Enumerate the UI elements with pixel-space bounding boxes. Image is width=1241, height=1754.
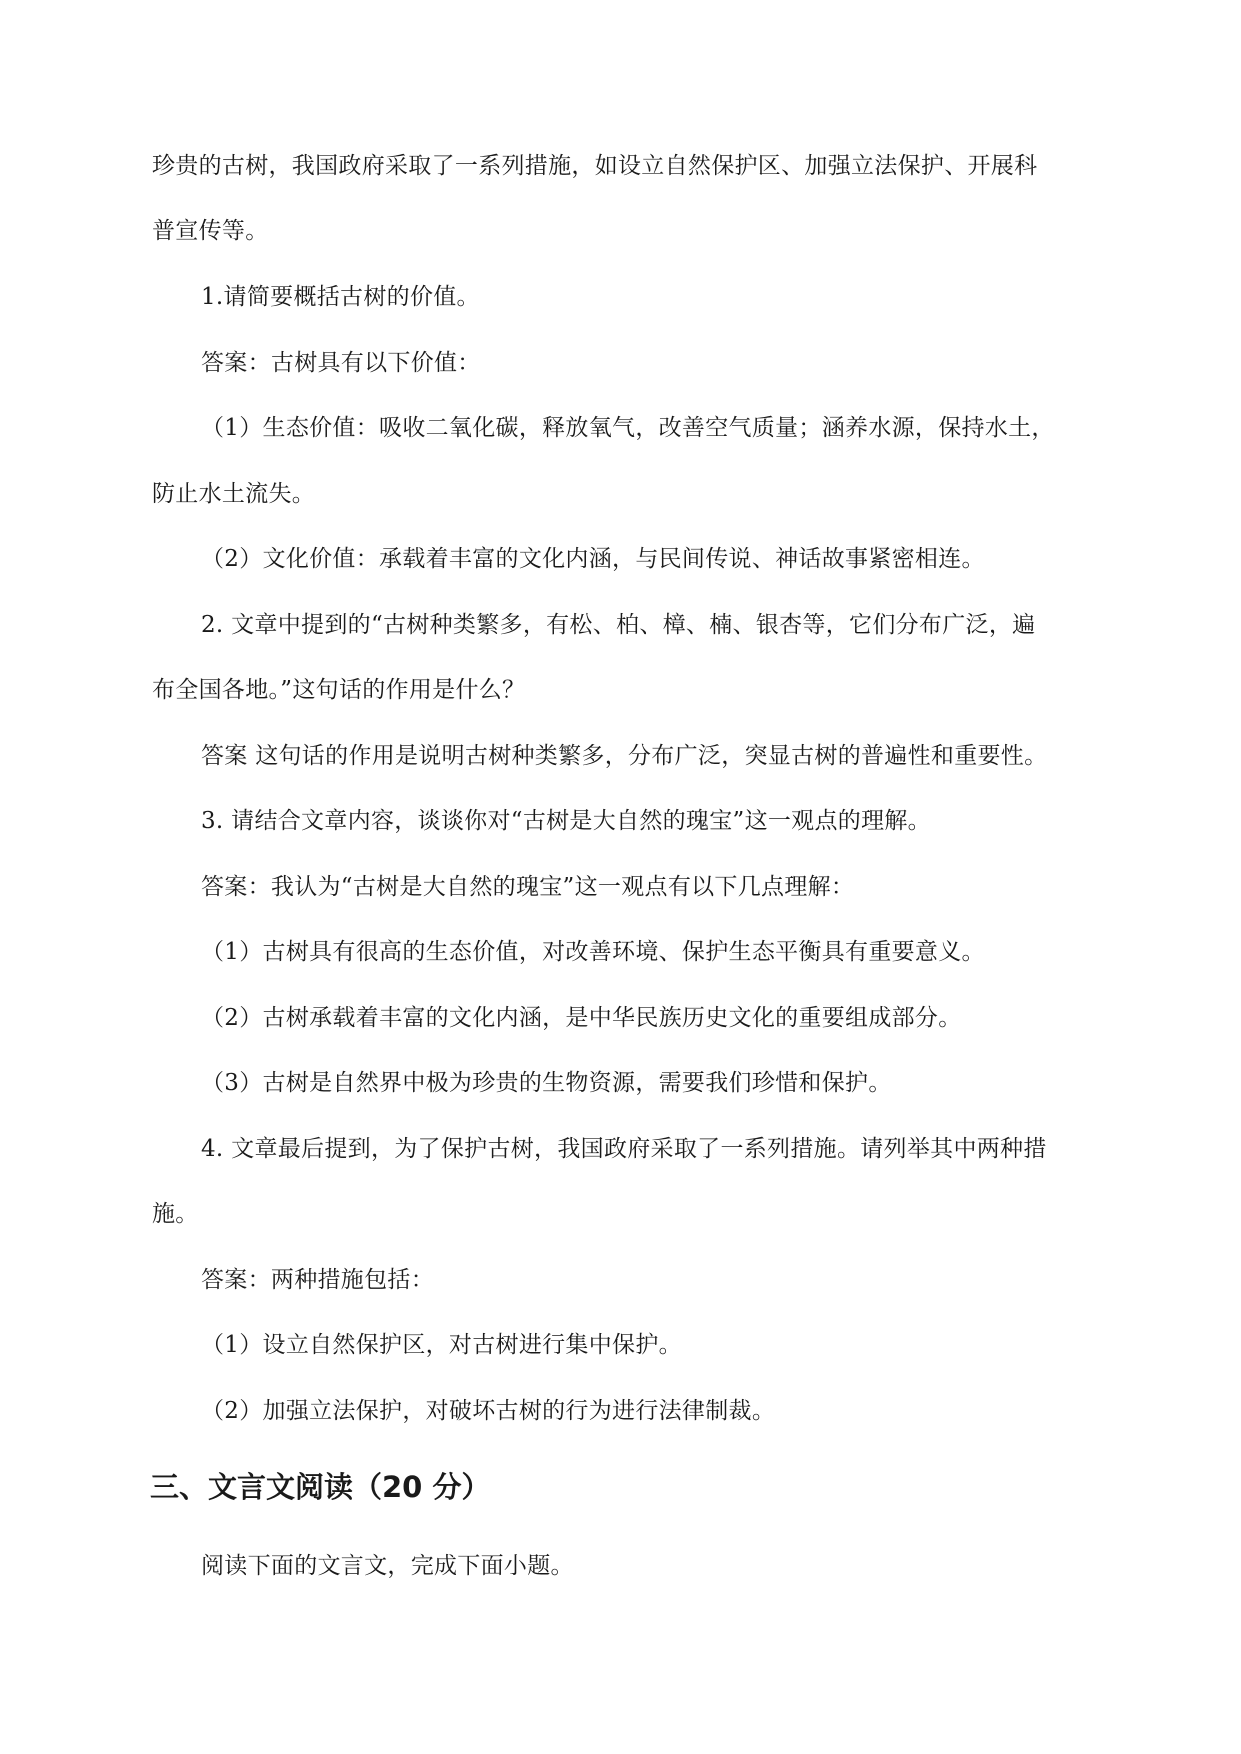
question-2: 2. 文章中提到的“古树种类繁多，有松、柏、樟、楠、银杏等，它们分布广泛，遍 [201,612,1036,638]
answer-1-intro: 答案：古树具有以下价值： [201,350,481,376]
question-4: 4. 文章最后提到，为了保护古树，我国政府采取了一系列措施。请列举其中两种措 [201,1136,1047,1162]
answer-2: 答案 这句话的作用是说明古树种类繁多，分布广泛，突显古树的普遍性和重要性。 [201,743,1048,769]
paragraph-line: 普宣传等。 [152,218,269,244]
section-heading: 三、文言文阅读（20 分） [150,1470,491,1504]
answer-1-item-2: （2）文化价值：承载着丰富的文化内涵，与民间传说、神话故事紧密相连。 [201,546,985,572]
answer-4-item-1: （1）设立自然保护区，对古树进行集中保护。 [201,1332,682,1358]
answer-4-intro: 答案：两种措施包括： [201,1267,434,1293]
answer-3-intro: 答案：我认为“古树是大自然的瑰宝”这一观点有以下几点理解： [201,874,855,900]
question-1: 1.请简要概括古树的价值。 [201,284,480,310]
paragraph-line: 珍贵的古树，我国政府采取了一系列措施，如设立自然保护区、加强立法保护、开展科 [152,153,1038,179]
answer-1-item-1: （1）生态价值：吸收二氧化碳，释放氧气，改善空气质量；涵养水源，保持水土， [201,415,1055,441]
answer-3-item-3: （3）古树是自然界中极为珍贵的生物资源，需要我们珍惜和保护。 [201,1070,892,1096]
section-instruction: 阅读下面的文言文，完成下面小题。 [201,1553,574,1579]
question-2-cont: 布全国各地。”这句话的作用是什么？ [152,677,526,703]
answer-3-item-1: （1）古树具有很高的生态价值，对改善环境、保护生态平衡具有重要意义。 [201,939,985,965]
answer-3-item-2: （2）古树承载着丰富的文化内涵，是中华民族历史文化的重要组成部分。 [201,1005,962,1031]
question-3: 3. 请结合文章内容，谈谈你对“古树是大自然的瑰宝”这一观点的理解。 [201,808,931,834]
question-4-cont: 施。 [152,1201,199,1227]
answer-1-item-1-cont: 防止水土流失。 [152,481,316,507]
answer-4-item-2: （2）加强立法保护，对破坏古树的行为进行法律制裁。 [201,1398,776,1424]
